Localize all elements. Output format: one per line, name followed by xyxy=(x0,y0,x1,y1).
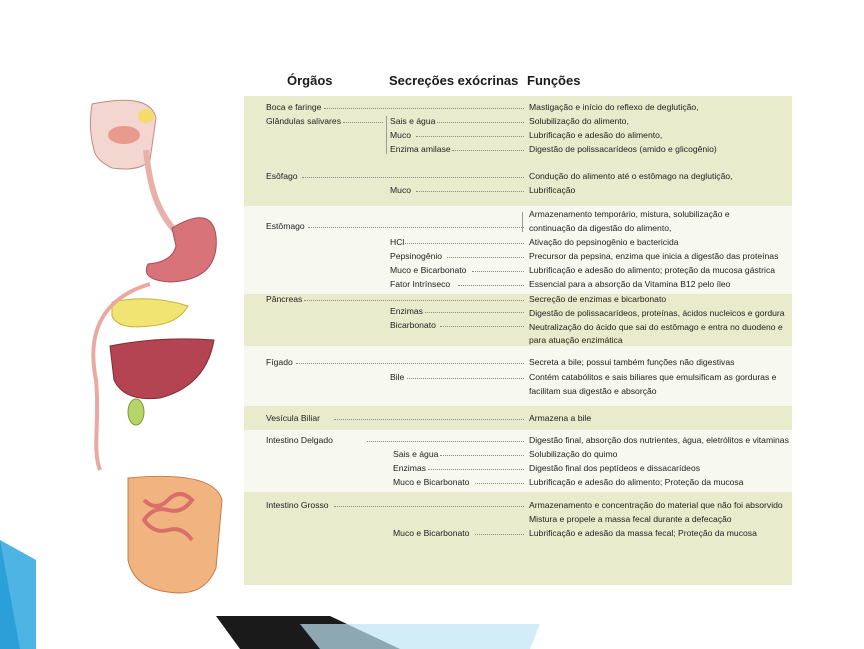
secretion-muco-bicarbonato: Muco e Bicarbonato xyxy=(390,265,467,275)
leader-line xyxy=(334,419,524,420)
function-text: Lubrificação e adesão do alimento; proteção da mucosa gástrica xyxy=(529,265,776,275)
secretion-muco-bicarbonato: Muco e Bicarbonato xyxy=(393,477,470,487)
organ-intestino-grosso: Intestino Grosso xyxy=(266,500,329,510)
leader-line xyxy=(437,122,524,123)
function-text: continuação da digestão do alimento, xyxy=(529,223,672,233)
function-text: Lubrificação e adesão da massa fecal; Proteção da mucosa xyxy=(529,528,757,538)
function-text: Ativação do pepsinogênio e bactericida xyxy=(529,237,679,247)
leader-line xyxy=(458,285,524,286)
leader-line xyxy=(425,312,524,313)
function-text: Lubrificação e adesão do alimento, xyxy=(529,130,663,140)
leader-line xyxy=(304,300,524,301)
secretion-hcl: HCl xyxy=(390,237,405,247)
header-functions: Funções xyxy=(527,73,581,88)
function-text: Digestão de polissacarídeos, proteínas, ácidos nucleicos e gordura xyxy=(529,308,785,318)
function-text: Solubilização do alimento, xyxy=(529,116,629,126)
leader-line xyxy=(302,177,524,178)
function-text: para atuação enzimática xyxy=(529,335,623,345)
secretion-bicarbonato: Bicarbonato xyxy=(390,320,436,330)
leader-line xyxy=(334,506,524,507)
leader-line xyxy=(367,441,524,442)
leader-line xyxy=(440,326,524,327)
function-text: Lubrificação e adesão do alimento; Proteção da mucosa xyxy=(529,477,744,487)
organ-estomago: Estômago xyxy=(266,221,305,231)
leader-line xyxy=(440,455,524,456)
function-text: Neutralização do ácido que sai do estômago e entra no duodeno e xyxy=(529,322,783,332)
function-text: Secreção de enzimas e bicarbonato xyxy=(529,294,667,304)
leader-line xyxy=(296,363,524,364)
secretion-bile: Bile xyxy=(390,372,405,382)
organ-figado: Fígado xyxy=(266,357,293,367)
secretion-muco: Muco xyxy=(390,130,412,140)
organ-intestino-delgado: Intestino Delgado xyxy=(266,435,333,445)
function-text: Mastigação e início do reflexo de deglutição, xyxy=(529,102,699,112)
organ-vesicula-biliar: Vesícula Biliar xyxy=(266,413,320,423)
function-text: Essencial para a absorção da Vitamina B12 pelo íleo xyxy=(529,279,731,289)
leader-line xyxy=(475,534,524,535)
organ-glandulas-salivares: Glândulas salivares xyxy=(266,116,341,126)
function-text: Armazena a bile xyxy=(529,413,592,423)
leader-line xyxy=(472,271,524,272)
bracket-line xyxy=(386,116,387,154)
function-text: Secreta a bile; possui também funções não digestivas xyxy=(529,357,735,367)
leader-line xyxy=(416,136,524,137)
header-secretions: Secreções exócrinas xyxy=(389,73,519,88)
function-text: Condução do alimento até o estômago na deglutição, xyxy=(529,171,733,181)
leader-line xyxy=(324,108,524,109)
function-text: Digestão final, absorção dos nutrientes, água, eletrólitos e vitaminas xyxy=(529,435,789,445)
function-text: Solubilização do quimo xyxy=(529,449,618,459)
header-organs: Órgãos xyxy=(287,73,333,88)
bracket-line xyxy=(522,212,523,232)
leader-line xyxy=(308,227,524,228)
function-text: Mistura e propele a massa fecal durante a defecação xyxy=(529,514,732,524)
secretion-sais-agua: Sais e água xyxy=(390,116,436,126)
function-text: Digestão de polissacarídeos (amido e glicogênio) xyxy=(529,144,717,154)
leader-line xyxy=(428,469,524,470)
leader-line xyxy=(452,150,524,151)
secretion-fator-intrinseco: Fator Intrínseco xyxy=(390,279,451,289)
organ-pancreas: Pâncreas xyxy=(266,294,303,304)
function-text: facilitam sua digestão e absorção xyxy=(529,386,657,396)
secretion-muco-bicarbonato: Muco e Bicarbonato xyxy=(393,528,470,538)
secretion-enzimas: Enzimas xyxy=(393,463,426,473)
function-text: Precursor da pepsina, enzima que inicia a digestão das proteínas xyxy=(529,251,779,261)
leader-line xyxy=(407,378,524,379)
secretion-enzima-amilase: Enzima amilase xyxy=(390,144,451,154)
leader-line xyxy=(405,243,524,244)
organ-esofago: Esôfago xyxy=(266,171,298,181)
leader-line xyxy=(447,257,524,258)
leader-line xyxy=(416,191,524,192)
secretion-enzimas: Enzimas xyxy=(390,306,423,316)
leader-line xyxy=(343,122,383,123)
secretion-sais-agua: Sais e água xyxy=(393,449,439,459)
function-text: Armazenamento e concentração do material que não foi absorvido xyxy=(529,500,783,510)
function-text: Armazenamento temporário, mistura, solubilização e xyxy=(529,209,730,219)
secretion-muco: Muco xyxy=(390,185,412,195)
organ-boca-faringe: Boca e faringe xyxy=(266,102,322,112)
function-text: Digestão final dos peptídeos e dissacarídeos xyxy=(529,463,701,473)
leader-line xyxy=(475,483,524,484)
function-text: Lubrificação xyxy=(529,185,576,195)
function-text: Contém catabólitos e sais biliares que emulsificam as gorduras e xyxy=(529,372,777,382)
secretion-pepsinogenio: Pepsinogênio xyxy=(390,251,443,261)
